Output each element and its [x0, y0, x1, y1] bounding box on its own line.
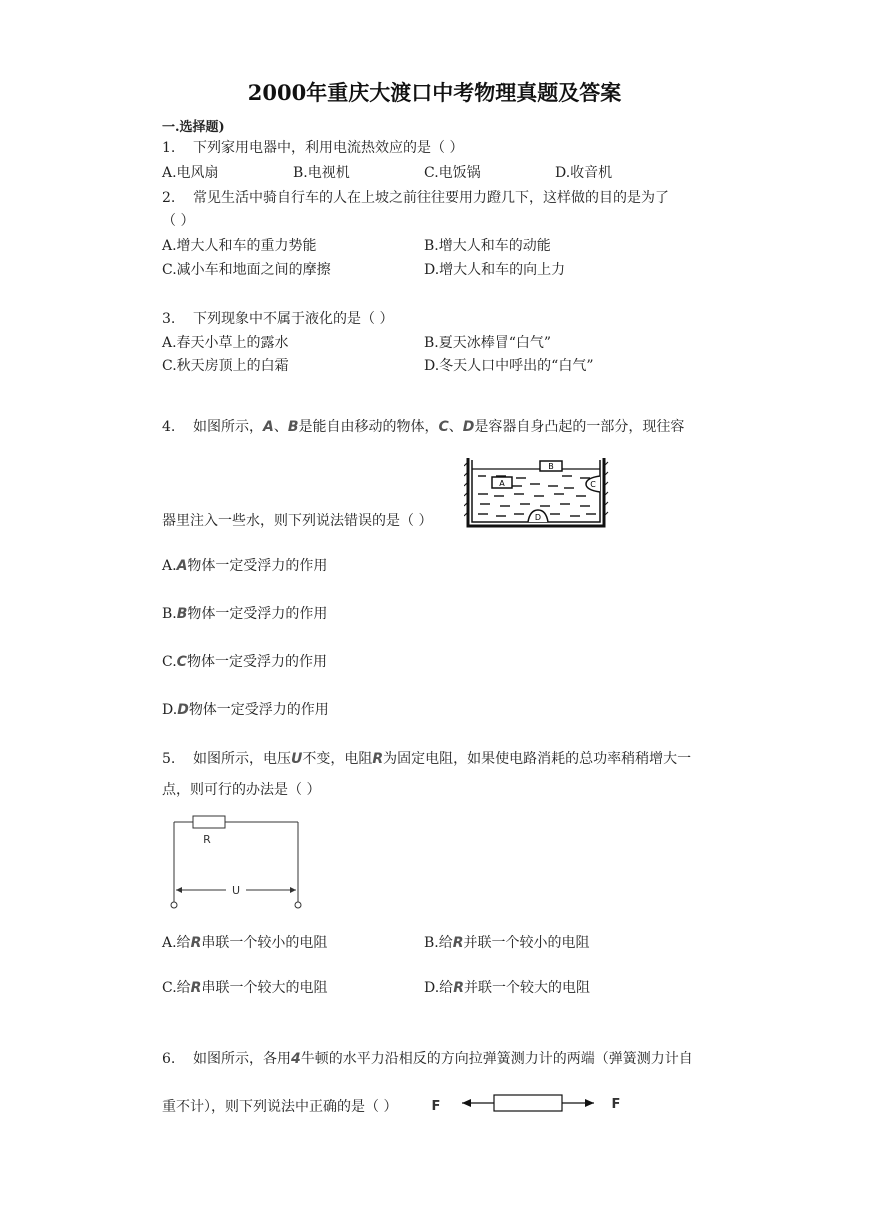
- question-text: 如图所示，A、B是能自由移动的物体，C、D是容器自身凸起的一部分，现往容: [193, 419, 685, 435]
- symbol-d: D: [462, 419, 475, 435]
- question-number: 6.: [162, 1051, 176, 1067]
- label-b: B: [548, 462, 554, 471]
- option-b: B.夏天冰棒冒“白气”: [424, 335, 552, 351]
- force-label-left: F: [431, 1099, 441, 1114]
- option-a: A.春天小草上的露水: [162, 335, 289, 351]
- force-label-right: F: [611, 1097, 621, 1112]
- question-text-cont: 重不计），则下列说法中正确的是（ ）: [162, 1099, 398, 1115]
- label-r: R: [203, 833, 211, 846]
- spring-scale-figure: [428, 1090, 624, 1120]
- option-c: C.给R串联一个较大的电阻: [162, 980, 328, 996]
- label-d: D: [534, 513, 542, 522]
- option-d: D.给R并联一个较大的电阻: [424, 980, 590, 996]
- option-d: D.增大人和车的向上力: [424, 262, 566, 278]
- question-text: 下列家用电器中，利用电流热效应的是（ ）: [193, 140, 464, 156]
- symbol-r: R: [372, 751, 384, 767]
- option-d: D.D物体一定受浮力的作用: [162, 702, 329, 718]
- question-text: 下列现象中不属于液化的是（ ）: [193, 311, 394, 327]
- option-c: C.C物体一定受浮力的作用: [162, 654, 327, 670]
- terminal-right: [295, 902, 301, 908]
- question-number: 2.: [162, 190, 176, 206]
- label-a: A: [499, 479, 505, 488]
- symbol-c: C: [438, 419, 449, 435]
- question-text: 如图所示，电压U不变，电阻R为固定电阻，如果使电路消耗的总功率稍稍增大一: [193, 751, 692, 767]
- option-a: A.电风扇: [162, 165, 219, 181]
- option-b: B.增大人和车的动能: [424, 238, 551, 254]
- page-title: 2000年重庆大渡口中考物理真题及答案: [247, 80, 622, 105]
- option-b: B.给R并联一个较小的电阻: [424, 935, 590, 951]
- question-text-cont: 器里注入一些水，则下列说法错误的是（ ）: [162, 513, 433, 529]
- circuit-figure: [164, 812, 306, 912]
- section-heading: 一.选择题): [162, 120, 225, 135]
- question-text: 常见生活中骑自行车的人在上坡之前往往要用力蹬几下，这样做的目的是为了: [193, 190, 669, 206]
- symbol-a: A: [263, 419, 274, 435]
- symbol-4: 4: [291, 1051, 301, 1067]
- question-text: 如图所示，各用4牛顿的水平力沿相反的方向拉弹簧测力计的两端（弹簧测力计自: [193, 1051, 693, 1067]
- symbol-u: U: [291, 751, 303, 767]
- question-number: 4.: [162, 419, 176, 435]
- question-text-cont: 点，则可行的办法是（ ）: [162, 782, 321, 798]
- option-c: C.减小车和地面之间的摩擦: [162, 262, 331, 278]
- question-number: 5.: [162, 751, 176, 767]
- symbol-b: B: [287, 419, 299, 435]
- question-text-cont: （ ）: [162, 213, 195, 229]
- option-b: B.电视机: [293, 165, 350, 181]
- question-number: 3.: [162, 311, 176, 327]
- option-a: A.A物体一定受浮力的作用: [162, 558, 328, 574]
- option-d: D.冬天人口中呼出的“白气”: [424, 358, 594, 374]
- option-b: B.B物体一定受浮力的作用: [162, 606, 328, 622]
- label-c: C: [590, 480, 596, 489]
- option-c: C.秋天房顶上的白霜: [162, 358, 289, 374]
- option-c: C.电饭锅: [424, 165, 481, 181]
- spring-scale-body: [494, 1095, 562, 1111]
- resistor: [193, 816, 225, 828]
- option-a: A.增大人和车的重力势能: [162, 238, 317, 254]
- label-u: U: [231, 884, 241, 897]
- terminal-left: [171, 902, 177, 908]
- container-figure: [464, 456, 609, 528]
- option-a: A.给R串联一个较小的电阻: [162, 935, 328, 951]
- option-d: D.收音机: [555, 165, 613, 181]
- question-number: 1.: [162, 140, 176, 156]
